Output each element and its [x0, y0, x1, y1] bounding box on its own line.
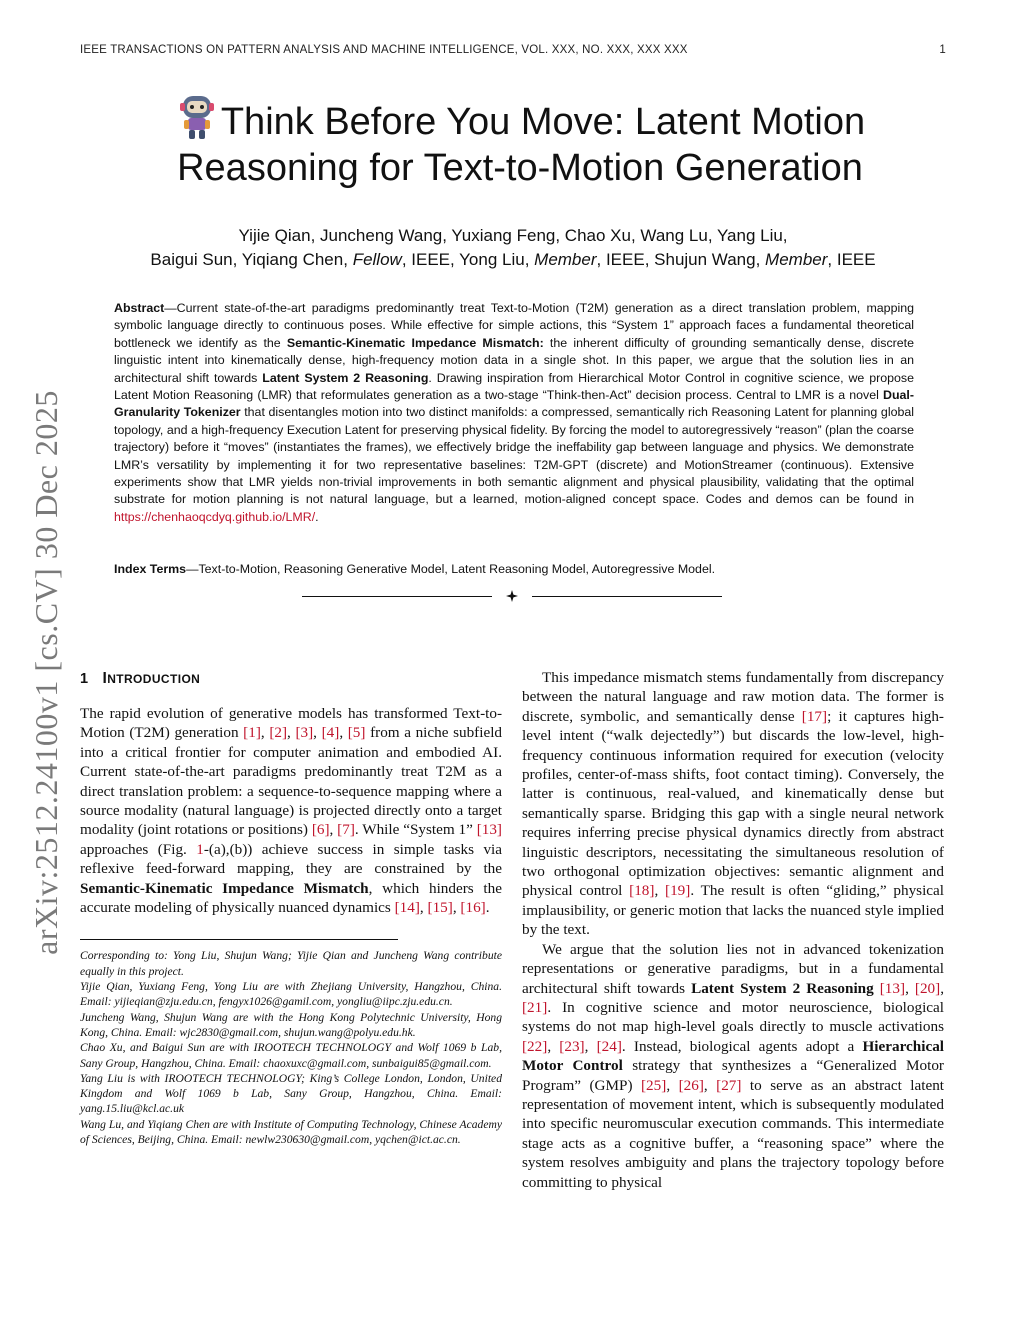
footnote: Yijie Qian, Yuxiang Feng, Yong Liu are with Zhejiang University, Hangzhou, China. Email: yijieqian@zju.edu.cn, fengyx1026@gamil.com, yongliu@iipc.zju.edu.cn. [80, 980, 502, 1009]
index-terms: Index Terms—Text-to-Motion, Reasoning Generative Model, Latent Reasoning Model, Autoregressive Model. [114, 562, 716, 576]
citation[interactable]: [15] [427, 899, 453, 917]
citation[interactable]: [16] [460, 899, 486, 917]
citation[interactable]: [24] [596, 1037, 622, 1055]
citation[interactable]: [21] [522, 998, 548, 1016]
citation[interactable]: [27] [716, 1076, 742, 1094]
citation[interactable]: [3] [295, 724, 314, 742]
footnote: Juncheng Wang, Shujun Wang are with the Hong Kong Polytechnic University, Hong Kong, China. Email: wjc2830@gmail.com, shujun.wang@polyu.edu.hk. [80, 1010, 502, 1039]
intro-paragraph-1: The rapid evolution of generative models has transformed Text-to-Motion (T2M) generation [1], [2], [3], [4], [5] from a niche subfield into a critical frontier for computer animation and embodied AI. Current state-of-the-art paradigms predominantly treat T2M as a direct translation problem: a sequence-to-sequence mapping where a source modality (natural language) is projected directly onto a target modality (joint rotations or positions) [6], [7]. While “System 1” [13] approaches (Fig. 1-(a),(b)) achieve success in simple tasks via reflexive feed-forward mapping, they are constrained by the Semantic-Kinematic Impedance Mismatch, which hinders the accurate modeling of physically nuanced dynamics [14], [15], [16]. [80, 705, 503, 917]
footnote: Chao Xu, and Baigui Sun are with IROOTECH TECHNOLOGY and Wolf 1069 b Lab, Sany Group, Hangzhou, China. Email: chaoxuxc@gmail.com, sunbaigui85@gmail.com. [80, 1041, 502, 1070]
citation[interactable]: [23] [559, 1037, 585, 1055]
intro-paragraph-2: This impedance mismatch stems fundamentally from discrepancy between the natural language and raw motion data. The former is discrete, symbolic, and semantically dense [17]; it captures high-level intent (“walk dejectedly”) but discards the low-level, high-frequency continuous information required for execution (velocity profiles, center-of-mass shifts, foot contact timing). Conversely, the latter is continuous, real-valued, and kinematically dense but semantically sparse. Bridging this gap with a single neural network requires inferring precise physical dynamics directly from abstract linguistic descriptors, necessitating the simultaneous resolution of two orthogonal optimization objectives: semantic alignment and physical control [18], [19]. The result is often “gliding,” physical implausibility, or generic motion that lacks the nuanced style implied by the text. [522, 669, 945, 939]
figure-reference[interactable]: 1 [196, 840, 204, 858]
running-header [80, 44, 946, 56]
right-column [522, 668, 944, 1192]
citation[interactable]: [2] [269, 724, 288, 742]
citation[interactable]: [17] [801, 707, 828, 725]
left-column [80, 668, 502, 1147]
citation[interactable]: [20] [914, 979, 941, 997]
citation[interactable]: [4] [321, 724, 340, 742]
paper-title [110, 94, 930, 191]
journal-header: IEEE TRANSACTIONS ON PATTERN ANALYSIS AND MACHINE INTELLIGENCE, VOL. XXX, NO. XXX, XXX XXX [80, 44, 688, 56]
authors-line-1: Yijie Qian, Juncheng Wang, Yuxiang Feng, Chao Xu, Wang Lu, Yang Liu, [238, 226, 788, 245]
footnotes [80, 948, 502, 1147]
footnote-rule [80, 939, 398, 940]
project-link[interactable]: https://chenhaoqcdyq.github.io/LMR/ [114, 509, 316, 524]
arxiv-stamp [28, 372, 64, 972]
robot-logo-icon [175, 94, 219, 140]
intro-paragraph-3: We argue that the solution lies not in advanced tokenization representations or generative paradigms, but in a fundamental architectural shift towards Latent System 2 Reasoning [13], [20], [21]. In cognitive science and motor neuroscience, biological systems do not map high-level goals directly to muscle activations [22], [23], [24]. Instead, biological agents adopt a Hierarchical Motor Control strategy that synthesizes a “Generalized Motor Program” (GMP) [25], [26], [27] to serve as an abstract latent representation of movement intent, which is subsequently modulated into specific neuromuscular execution commands. This intermediate stage acts as a cognitive buffer, a “reasoning space” where the system resolves ambiguity and plans the trajectory topology before committing to physical [522, 940, 945, 1191]
citation[interactable]: [22] [522, 1037, 548, 1055]
authors-line-2: Baigui Sun, Yiqiang Chen, Fellow, IEEE, Yong Liu, Member, IEEE, Shujun Wang, Member, IEEE [150, 250, 876, 269]
citation[interactable]: [26] [678, 1076, 704, 1094]
citation[interactable]: [1] [243, 724, 261, 742]
page-number: 1 [939, 44, 946, 56]
title-line-2: Reasoning for Text-to-Motion Generation [177, 147, 863, 189]
index-terms-label: Index Terms [114, 562, 187, 576]
citation[interactable]: [6] [311, 821, 330, 839]
citation[interactable]: [18] [629, 882, 655, 900]
abstract-label: Abstract [114, 301, 165, 315]
title-text-1: Think Before You Move: Latent Motion [220, 101, 866, 143]
footnote: Corresponding to: Yong Liu, Shujun Wang; Yijie Qian and Juncheng Wang contribute equally in this project. [80, 949, 502, 978]
author-list [80, 224, 946, 272]
section-divider [300, 588, 724, 606]
arxiv-identifier: arXiv:2512.24100v1 [cs.CV] 30 Dec 2025 [27, 389, 64, 955]
footnote: Wang Lu, and Yiqiang Chen are with Institute of Computing Technology, Chinese Academy of Sciences, Beijing, China. Email: newlw230630@gmail.com, yqchen@ict.ac.cn. [80, 1117, 502, 1147]
citation[interactable]: [5] [347, 724, 366, 742]
citation[interactable]: [13] [879, 979, 906, 997]
citation[interactable]: [14] [394, 899, 420, 917]
citation[interactable]: [13] [476, 821, 502, 839]
diamond-ornament-icon [506, 590, 518, 602]
citation[interactable]: [25] [641, 1076, 667, 1094]
citation[interactable]: [7] [337, 821, 355, 839]
footnote: Yang Liu is with IROOTECH TECHNOLOGY; King’s College London, London, United Kingdom and Wolf 1069 b Lab, Sany Group, Hangzhou, China. Email: yang.15.liu@kcl.ac.uk [80, 1071, 502, 1116]
section-heading-introduction: 1 INTRODUCTION [80, 670, 201, 687]
citation[interactable]: [19] [665, 882, 691, 900]
abstract: Abstract—Current state-of-the-art paradigms predominantly treat Text-to-Motion (T2M) generation as a direct translation problem, mapping symbolic language directly to continuous poses. While effective for simple actions, this “System 1” approach faces a fundamental theoretical bottleneck we identify as the Semantic-Kinematic Impedance Mismatch: the inherent difficulty of grounding semantically dense, discrete linguistic intent into kinematically dense, high-frequency motion data in a single shot. In this paper, we argue that the solution lies in an architectural shift towards Latent System 2 Reasoning. Drawing inspiration from Hierarchical Motor Control in cognitive science, we propose Latent Motion Reasoning (LMR) that reformulates generation as a two-stage “Think-then-Act” decision process. Central to LMR is a novel Dual-Granularity Tokenizer that disentangles motion into two distinct manifolds: a compressed, semantically rich Reasoning Latent for planning global topology, and a high-frequency Execution Latent for preserving physical fidelity. By forcing the model to autoregressively “reason” (plan the coarse trajectory) before it “moves” (instantiates the frames), we effectively bridge the ineffability gap between language and physics. We demonstrate LMR’s versatility by implementing it for two representative baselines: T2M-GPT (discrete) and MotionStreamer (continuous). Extensive experiments show that LMR yields non-trivial improvements in both semantic alignment and physical plausibility, validating that the optimal substrate for motion planning is not natural language, but a learned, motion-aligned concept space. Codes and demos can be found in https://chenhaoqcdyq.github.io/LMR/. [114, 301, 915, 524]
title-line-1 [110, 94, 930, 145]
